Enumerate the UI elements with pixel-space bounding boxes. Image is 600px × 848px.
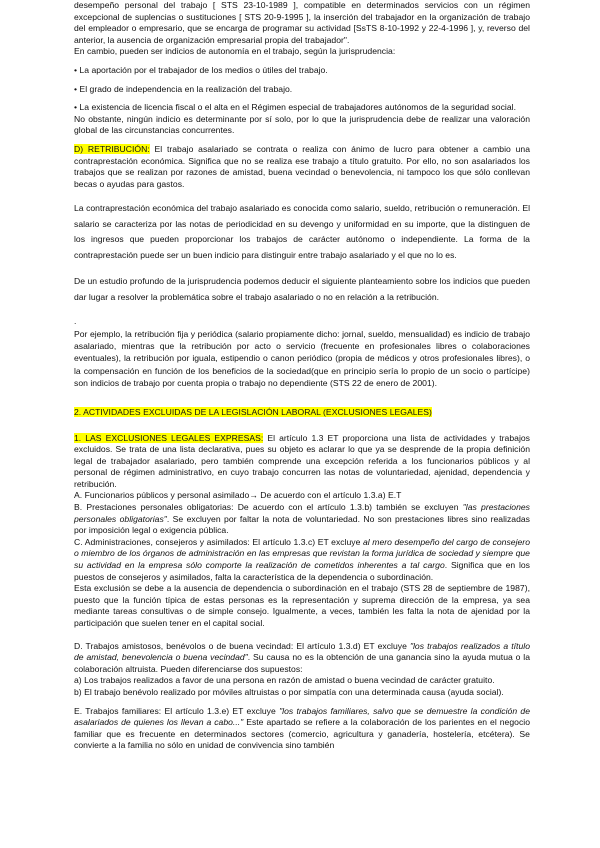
item-c: C. Administraciones, consejeros y asimilados: El artículo 1.3.c) ET excluye al mero desempeño del cargo de consejero o miembro de los órganos de administración en las empresas que revistan la forma jurídica de sociedad y siempre que su actividad en la empresa sólo comporte la realización de cometidos inherentes a tal cargo. Significa que en los puestos de consejeros y asimilados, falta la característica de la dependencia o subordinación. <box>74 536 530 582</box>
paragraph-contraprestacion: La contraprestación económica del trabajo asalariado es conocida como salario, sueldo, retribución o remuneración. El salario se caracteriza por las notas de periodicidad en su devengo y uniformidad en su importe, que la distinguen de los ingresos que pueden proporcionar los trabajos de carácter autónomo o independiente. La forma de la contraprestación puede ser un buen indicio para distinguir entre trabajo asalariado y el que no lo es. <box>74 203 530 260</box>
document-page <box>74 0 530 752</box>
item-a: A. Funcionarios públicos y personal asimilado→ De acuerdo con el artículo 1.3.a) E.T <box>74 490 402 501</box>
item-b: B. Prestaciones personales obligatorias: De acuerdo con el artículo 1.3.b) también se excluyen "las prestaciones personales obligatorias". Se excluyen por faltar la nota de voluntariedad. No son prestaciones libres sino realizadas por imposición legal o exigencia pública. <box>74 502 530 536</box>
paragraph-exclusiones <box>74 433 530 491</box>
section2-heading: 2. ACTIVIDADES EXCLUIDAS DE LA LEGISLACIÓN LABORAL (EXCLUSIONES LEGALES) <box>74 406 432 417</box>
paragraph-retribucion <box>74 144 530 190</box>
item-d: D. Trabajos amistosos, benévolos o de buena vecindad: El artículo 1.3.d) ET excluye "los trabajos realizados a título de amistad, benevolencia o buena vecindad". Su causa no es la obtención de una ganancia sino la ayuda mutua o la colaboración altruista. Pueden diferenciarse dos supuestos: <box>74 640 531 674</box>
item-d-b: b) El trabajo benévolo realizado por móviles altruistas o por simpatía con una determinada causa (ayuda social). <box>74 686 504 697</box>
paragraph-dot: . <box>74 316 77 327</box>
paragraph-no-obstante: No obstante, ningún indicio es determinante por sí solo, por lo que la jurisprudencia debe de realizar una valoración global de las circunstancias concurrentes. <box>74 113 530 136</box>
exclusiones-heading: 1. LAS EXCLUSIONES LEGALES EXPRESAS: <box>74 432 264 443</box>
paragraph-exclusion-motivo: Esta exclusión se debe a la ausencia de dependencia o subordinación en el trabajo (STS 28 de septiembre de 1987), puesto que la función típica de estas personas es la representación y suprema dirección de la empresa, ya sea mediante tareas consultivas o de simple consejo. Igualmente, a veces, también les falta la nota de ajenidad por la participación que suelen tener en el capital social. <box>74 583 530 629</box>
bullet-item: • La existencia de licencia fiscal o el alta en el Régimen especial de trabajadores autónomos de la seguridad social. <box>74 102 516 113</box>
bullet-item: • La aportación por el trabajador de los medios o útiles del trabajo. <box>74 64 328 75</box>
item-e: E. Trabajos familiares: El artículo 1.3.e) ET excluye "los trabajos familiares, salvo que se demuestre la condición de asalariados de quienes los llevan a cabo..." Este apartado se refiere a la colaboración de los parientes en el negocio familiar que es frecuente en determinados sectores (comercio, agricultura y ganadería, hostelería, etcétera). Se convierte a la familia no sólo en unidad de convivencia sino también <box>74 705 531 751</box>
paragraph-autonomia-intro: En cambio, pueden ser indicios de autonomía en el trabajo, según la jurisprudencia: <box>74 46 396 57</box>
item-d-a: a) Los trabajos realizados a favor de una persona en razón de amistad o buena vecindad de carácter gratuito. <box>74 675 495 686</box>
bullet-item: • El grado de independencia en la realización del trabajo. <box>74 83 293 94</box>
retribucion-heading: D) RETRIBUCIÓN: <box>74 143 150 154</box>
paragraph-ejemplo: Por ejemplo, la retribución fija y periódica (salario propiamente dicho: jornal, sueldo, mensualidad) es indicio de trabajo asalariado, mientras que la retribución por acto o servicio (frecuente en profesionales libres o colaboraciones eventuales), la retribución por iguala, estipendio o canon periódico (propia de médicos y otros profesionales libres), o la compensación en función de los beneficios de la sociedad(que en principio sería lo propio de un socio o partícipe) son indicios de trabajo por cuenta propia o trabajo no dependiente (STS 22 de enero de 2001). <box>74 328 530 388</box>
exclusiones-text: El artículo 1.3 ET proporciona una lista de actividades y trabajos excluidos. Se trata de una lista declarativa, pues su objeto es aclarar lo que ya se desprende de la propia definición legal de trabajador asalariado, pero también comprende una excepción referida a los funcionarios públicos y al personal de régimen administrativo, en cuyo trabajo concurren las notas de voluntariedad, ajenidad, dependencia y retribución. <box>74 432 530 489</box>
paragraph-estudio: De un estudio profundo de la jurisprudencia podemos deducir el siguiente planteamiento sobre los indicios que pueden dar lugar a resolver la problemática sobre el trabajo asalariado o no en relación a la retribución. <box>74 276 530 302</box>
paragraph-top: desempeño personal del trabajo [ STS 23-10-1989 ], compatible en determinados servicios con un régimen excepcional de suplencias o sustituciones [ STS 20-9-1995 ], la inserción del trabajador en la organización de trabajo del empleador o empresario, que se encarga de programar su actividad [SsTS 8-10-1992 y 22-4-1996 ], y, reverso del anterior, la ausencia de organización empresarial propia del trabajador". <box>74 0 530 45</box>
retribucion-text: El trabajo asalariado se contrata o realiza con ánimo de lucro para obtener a cambio una contraprestación económica. Significa que no se realiza ese trabajo a título gratuito. Por ello, no son asalariados los trabajos que se realizan por razones de amistad, buena vecindad o benevolencia, ni tampoco los que sólo conllevan becas o ayudas para gastos. <box>74 143 530 189</box>
